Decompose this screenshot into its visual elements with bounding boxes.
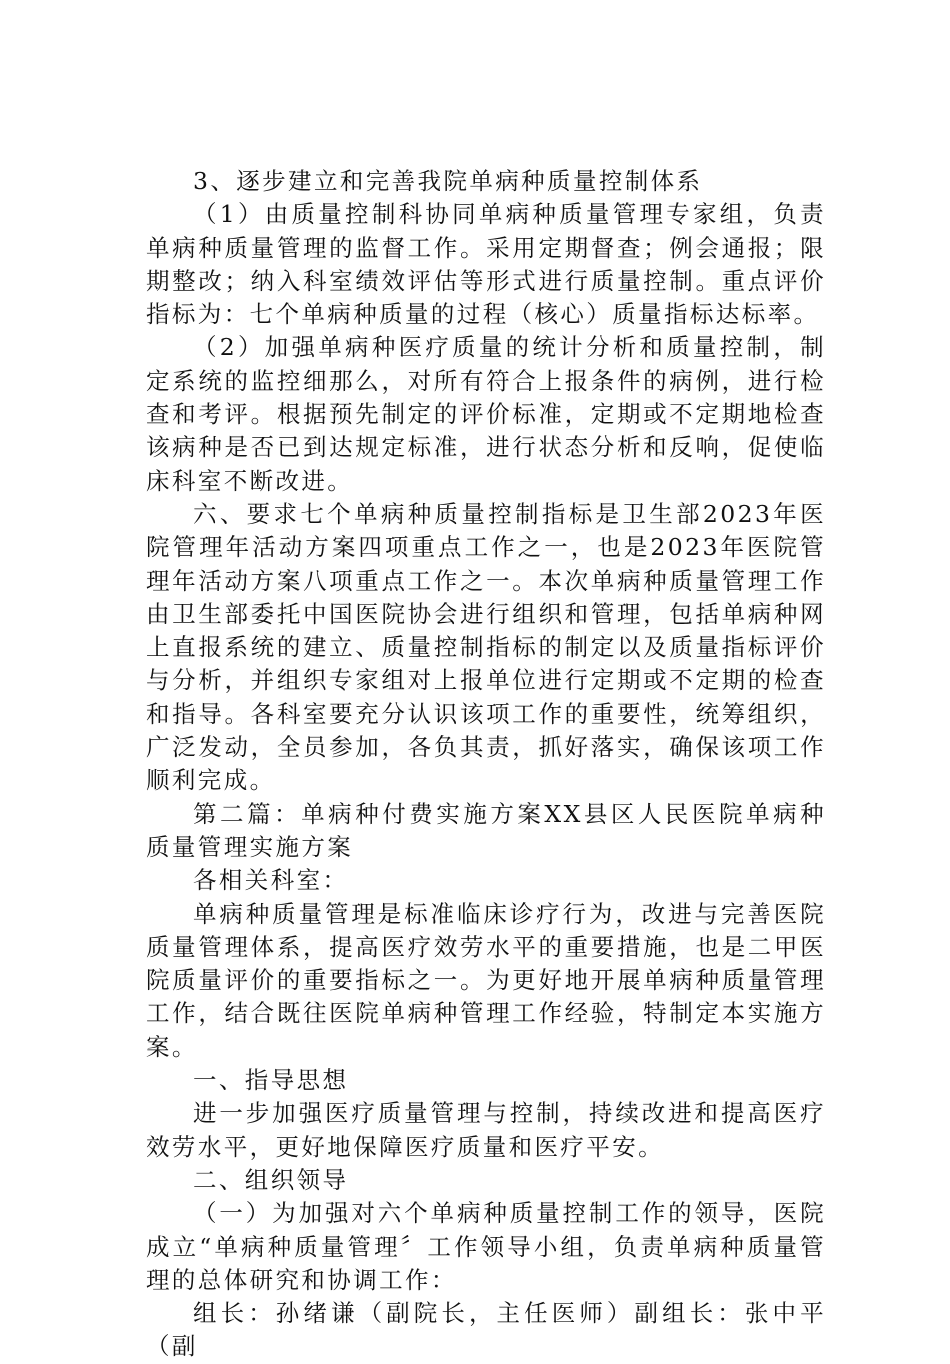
paragraph-section-6: 六、要求七个单病种质量控制指标是卫生部2023年医院管理年活动方案四项重点工作之一，也是2023年医院管理年活动方案八项重点工作之一。本次单病种质量管理工作由卫生部委托中国医院协会进行组织和管理，包括单病种网上直报系统的建立、质量控制指标的制定以及质量指标评价与分析，并组织专家组对上报单位进行定期或不定期的检查和指导。各科室要充分认识该项工作的重要性，统筹组织，广泛发动，全员参加，各负其责，抓好落实，确保该项工作顺利完成。	[146, 499, 826, 795]
paragraph-section-3-heading: 3、逐步建立和完善我院单病种质量控制体系	[193, 167, 703, 195]
paragraph-chapter-2-title: 第二篇：单病种付费实施方案XX县区人民医院单病种质量管理实施方案	[146, 799, 826, 861]
paragraph-intro: 单病种质量管理是标准临床诊疗行为，改进与完善医院质量管理体系，提高医疗效劳水平的重要措施，也是二甲医院质量评价的重要指标之一。为更好地开展单病种质量管理工作，结合既往医院单病种管理工作经验，特制定本实施方案。	[146, 899, 826, 1061]
document-body	[146, 165, 826, 1364]
paragraph-heading-organization: 二、组织领导	[193, 1165, 349, 1194]
paragraph-guiding-ideology: 进一步加强医疗质量管理与控制，持续改进和提高医疗效劳水平，更好地保障医疗质量和医疗平安。	[146, 1099, 826, 1161]
paragraph-heading-guiding-ideology: 一、指导思想	[193, 1066, 349, 1095]
paragraph-item-1: （1）由质量控制科协同单病种质量管理专家组，负责单病种质量管理的监督工作。采用定期督查；例会通报；限期整改；纳入科室绩效评估等形式进行质量控制。重点评价指标为：七个单病种质量的过程（核心）质量指标达标率。	[146, 200, 826, 329]
paragraph-organization-1: （一）为加强对六个单病种质量控制工作的领导，医院成立“单病种质量管理〞工作领导小组，负责单病种质量管理的总体研究和协调工作：	[146, 1199, 826, 1294]
paragraph-team-members: 组长：孙绪谦（副院长，主任医师）副组长：张中平（副	[146, 1299, 826, 1361]
paragraph-item-2: （2）加强单病种医疗质量的统计分析和质量控制，制定系统的监控细那么，对所有符合上报条件的病例，进行检查和考评。根据预先制定的评价标准，定期或不定期地检查该病种是否已到达规定标准，进行状态分析和反响，促使临床科室不断改进。	[146, 333, 826, 495]
paragraph-salutation: 各相关科室：	[193, 866, 349, 895]
